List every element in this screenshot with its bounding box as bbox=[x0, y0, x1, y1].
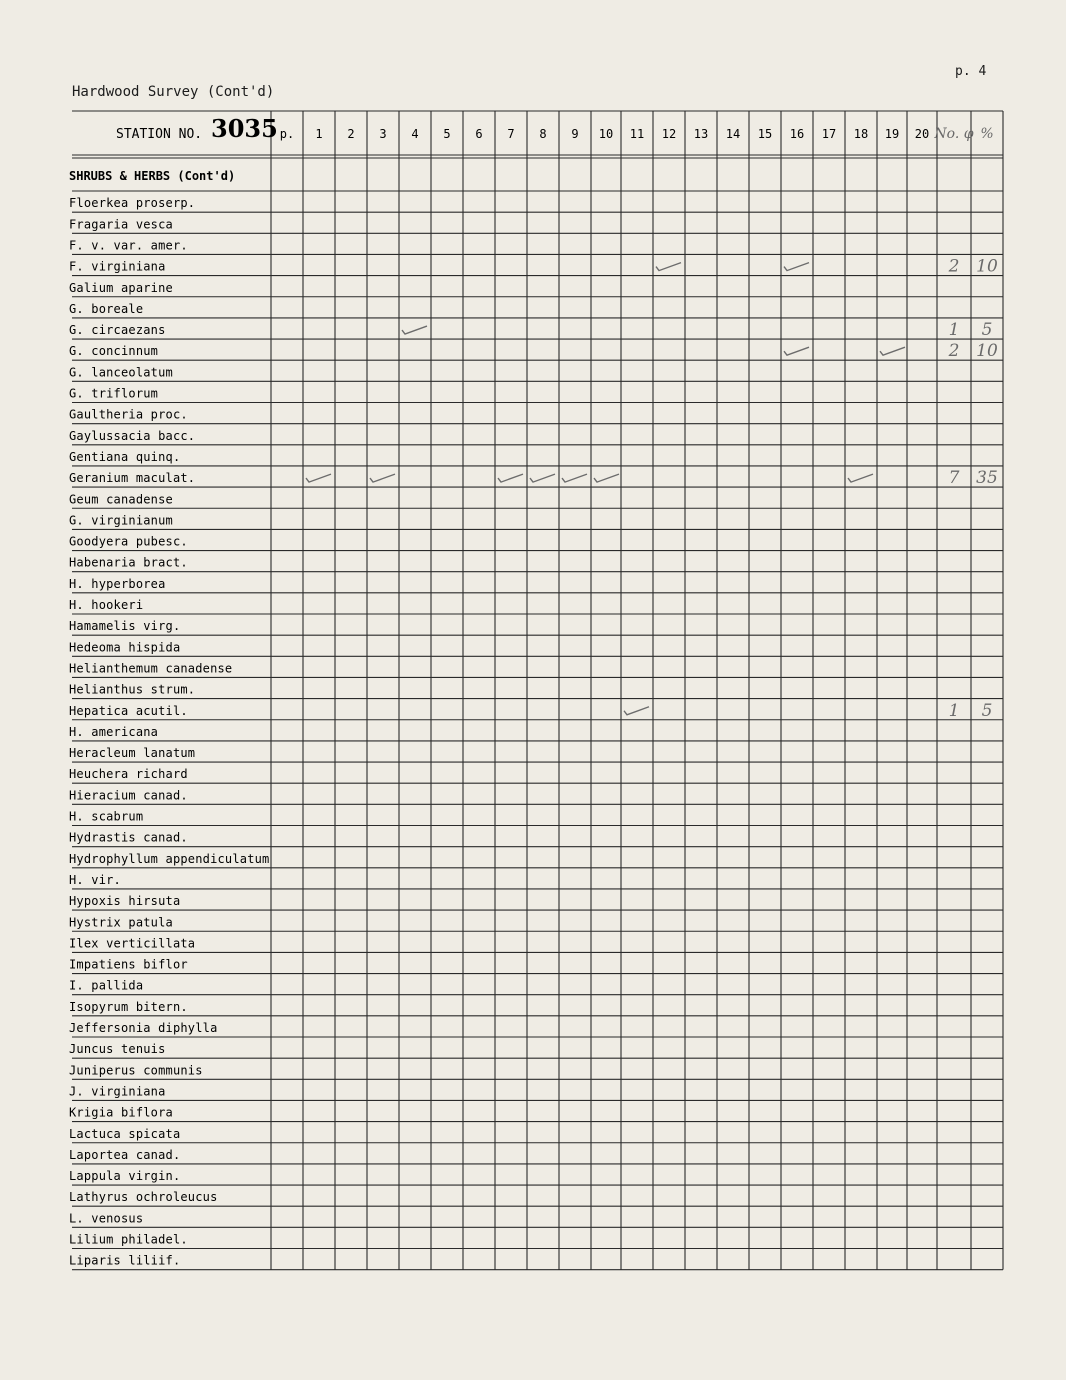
check-mark bbox=[370, 474, 395, 482]
column-header: 8 bbox=[539, 127, 547, 141]
table-row bbox=[69, 365, 173, 379]
species-name: J. virginiana bbox=[69, 1084, 166, 1099]
table-row bbox=[69, 341, 998, 361]
column-header: 13 bbox=[693, 127, 709, 141]
check-mark bbox=[848, 474, 873, 482]
species-name: G. virginianum bbox=[69, 513, 173, 528]
species-name: Hamamelis virg. bbox=[69, 619, 181, 634]
table-row bbox=[69, 1127, 180, 1141]
table-row bbox=[69, 196, 195, 210]
species-name: Liparis liliif. bbox=[69, 1253, 181, 1268]
table-row bbox=[69, 661, 232, 675]
check-mark bbox=[656, 263, 681, 271]
count-value: 2 bbox=[948, 256, 960, 277]
species-name: H. americana bbox=[69, 724, 159, 739]
station-number: 3035 bbox=[211, 114, 278, 143]
check-mark bbox=[402, 326, 427, 334]
column-header: 1 bbox=[315, 127, 323, 141]
species-name: H. hyperborea bbox=[69, 576, 166, 591]
table-row bbox=[69, 1233, 188, 1247]
species-name: Lilium philadel. bbox=[69, 1232, 188, 1247]
species-name: Hedeoma hispida bbox=[69, 640, 181, 655]
table-row bbox=[69, 683, 195, 697]
column-header: 6 bbox=[475, 127, 483, 141]
species-name: Goodyera pubesc. bbox=[69, 534, 188, 549]
species-name: Hydrastis canad. bbox=[69, 830, 188, 845]
table-row bbox=[69, 217, 173, 231]
page-number: p. 4 bbox=[955, 64, 987, 79]
table-row bbox=[69, 281, 173, 295]
percent-value: 5 bbox=[981, 700, 993, 721]
column-header: 18 bbox=[853, 127, 869, 141]
table-row bbox=[69, 1084, 166, 1098]
species-name: Juniperus communis bbox=[69, 1063, 203, 1078]
table-row bbox=[69, 979, 143, 993]
species-name: Helianthus strum. bbox=[69, 682, 196, 697]
percent-value: 10 bbox=[976, 341, 998, 362]
percent-value: 5 bbox=[981, 320, 993, 341]
species-name: G. concinnum bbox=[69, 344, 159, 359]
table-row bbox=[69, 1106, 173, 1120]
table-row bbox=[69, 577, 166, 591]
table-row bbox=[69, 1190, 218, 1204]
column-header: 7 bbox=[507, 127, 515, 141]
table-row bbox=[69, 238, 188, 252]
table-row bbox=[69, 894, 180, 908]
species-name: Jeffersonia diphylla bbox=[69, 1021, 218, 1035]
check-mark bbox=[498, 474, 523, 482]
table-row bbox=[69, 701, 992, 721]
table-row bbox=[69, 936, 195, 950]
count-value: 1 bbox=[948, 700, 960, 721]
table-row bbox=[69, 492, 173, 506]
species-name: Galium aparine bbox=[69, 280, 173, 295]
column-header: 16 bbox=[789, 127, 805, 141]
species-name: Lathyrus ochroleucus bbox=[69, 1190, 218, 1205]
column-headers bbox=[280, 126, 994, 142]
species-name: G. circaezans bbox=[69, 323, 166, 338]
table-row bbox=[69, 852, 269, 866]
species-name: Hypoxis hirsuta bbox=[69, 894, 181, 909]
species-name: F. v. var. amer. bbox=[69, 238, 188, 253]
table-row bbox=[69, 725, 158, 739]
species-name: Heracleum lanatum bbox=[69, 746, 196, 761]
species-name: Hepatica acutil. bbox=[69, 703, 188, 718]
column-header: 12 bbox=[661, 127, 677, 141]
check-mark bbox=[880, 347, 905, 355]
table-row bbox=[69, 831, 188, 845]
table-row bbox=[69, 1211, 143, 1225]
check-mark bbox=[624, 707, 649, 715]
table-row bbox=[69, 1021, 218, 1035]
table-row bbox=[69, 556, 188, 570]
species-name: G. triflorum bbox=[69, 386, 159, 401]
species-name: I. pallida bbox=[69, 978, 144, 993]
percent-value: 10 bbox=[976, 256, 998, 277]
column-header: 3 bbox=[379, 127, 387, 141]
species-name: Hystrix patula bbox=[69, 915, 173, 930]
table-row bbox=[69, 513, 173, 527]
column-header: 15 bbox=[757, 127, 773, 141]
species-name: H. vir. bbox=[69, 872, 121, 887]
species-name: Habenaria bract. bbox=[69, 555, 188, 570]
column-header: p. bbox=[279, 127, 295, 141]
table-row bbox=[69, 1063, 203, 1077]
table-row bbox=[69, 598, 143, 612]
species-name: Floerkea proserp. bbox=[69, 196, 196, 211]
species-name: Lappula virgin. bbox=[69, 1169, 181, 1184]
table-row bbox=[69, 810, 143, 824]
table-row bbox=[69, 640, 180, 654]
station-label: STATION NO. bbox=[116, 127, 203, 142]
column-header: 10 bbox=[598, 127, 614, 141]
species-name: Lactuca spicata bbox=[69, 1126, 181, 1141]
count-value: 2 bbox=[948, 341, 960, 362]
table-row bbox=[69, 788, 188, 802]
table-row bbox=[69, 873, 121, 887]
species-name: Helianthemum canadense bbox=[69, 661, 233, 676]
species-name: Geum canadense bbox=[69, 492, 173, 507]
species-name: Geranium maculat. bbox=[69, 471, 196, 486]
count-value: 7 bbox=[948, 468, 960, 489]
species-name: Gaultheria proc. bbox=[69, 407, 188, 422]
species-name: Impatiens biflor bbox=[69, 957, 188, 972]
check-mark bbox=[784, 347, 809, 355]
column-header: 2 bbox=[347, 127, 355, 141]
check-mark bbox=[562, 474, 587, 482]
species-name: Laportea canad. bbox=[69, 1147, 181, 1162]
species-name: H. hookeri bbox=[69, 598, 144, 612]
species-name: Hieracium canad. bbox=[69, 788, 188, 803]
column-header: 19 bbox=[884, 127, 900, 141]
table-row bbox=[69, 302, 143, 316]
table-row bbox=[69, 1042, 166, 1056]
table-row bbox=[69, 1169, 180, 1183]
column-header: 11 bbox=[629, 127, 645, 141]
survey-title: Hardwood Survey (Cont'd) bbox=[72, 84, 275, 100]
species-name: Fragaria vesca bbox=[69, 217, 173, 232]
column-header: 17 bbox=[821, 127, 837, 141]
column-header: 14 bbox=[725, 127, 741, 141]
species-name: Gaylussacia bacc. bbox=[69, 428, 196, 443]
column-header: 9 bbox=[571, 127, 579, 141]
table-row bbox=[69, 450, 180, 464]
check-mark bbox=[594, 474, 619, 482]
table-row bbox=[69, 915, 173, 929]
table-row bbox=[69, 387, 158, 401]
column-header: 20 bbox=[914, 127, 930, 141]
species-name: L. venosus bbox=[69, 1211, 144, 1226]
table-grid bbox=[72, 111, 1003, 1270]
species-rows bbox=[69, 196, 998, 1268]
species-name: Hydrophyllum appendiculatum bbox=[69, 851, 270, 866]
table-row bbox=[69, 1254, 180, 1268]
species-name: Heuchera richard bbox=[69, 767, 188, 782]
table-row bbox=[69, 408, 188, 422]
column-header: % bbox=[980, 126, 994, 142]
table-row bbox=[69, 429, 195, 443]
table-row bbox=[69, 958, 188, 972]
check-mark bbox=[530, 474, 555, 482]
count-value: 1 bbox=[948, 320, 960, 341]
table-row bbox=[69, 535, 188, 549]
species-name: Juncus tenuis bbox=[69, 1042, 166, 1057]
column-header: No. φ bbox=[934, 126, 974, 142]
species-name: Krigia biflora bbox=[69, 1105, 173, 1120]
table-row bbox=[69, 767, 188, 781]
species-name: Ilex verticillata bbox=[69, 936, 196, 951]
table-row bbox=[69, 320, 992, 340]
section-header: SHRUBS & HERBS (Cont'd) bbox=[69, 169, 236, 183]
species-name: G. lanceolatum bbox=[69, 365, 173, 380]
species-name: Gentiana quinq. bbox=[69, 449, 181, 464]
table-row bbox=[69, 468, 998, 488]
species-name: H. scabrum bbox=[69, 809, 144, 824]
table-row bbox=[69, 257, 998, 277]
check-mark bbox=[784, 263, 809, 271]
species-name: G. boreale bbox=[69, 301, 144, 316]
check-mark bbox=[306, 474, 331, 482]
table-row bbox=[69, 619, 180, 633]
column-header: 5 bbox=[443, 127, 451, 141]
column-header: 4 bbox=[411, 127, 419, 141]
table-row bbox=[69, 746, 195, 760]
species-name: Isopyrum bitern. bbox=[69, 999, 188, 1014]
table-row bbox=[69, 1000, 188, 1014]
percent-value: 35 bbox=[976, 468, 998, 489]
table-row bbox=[69, 1148, 180, 1162]
species-name: F. virginiana bbox=[69, 259, 166, 274]
